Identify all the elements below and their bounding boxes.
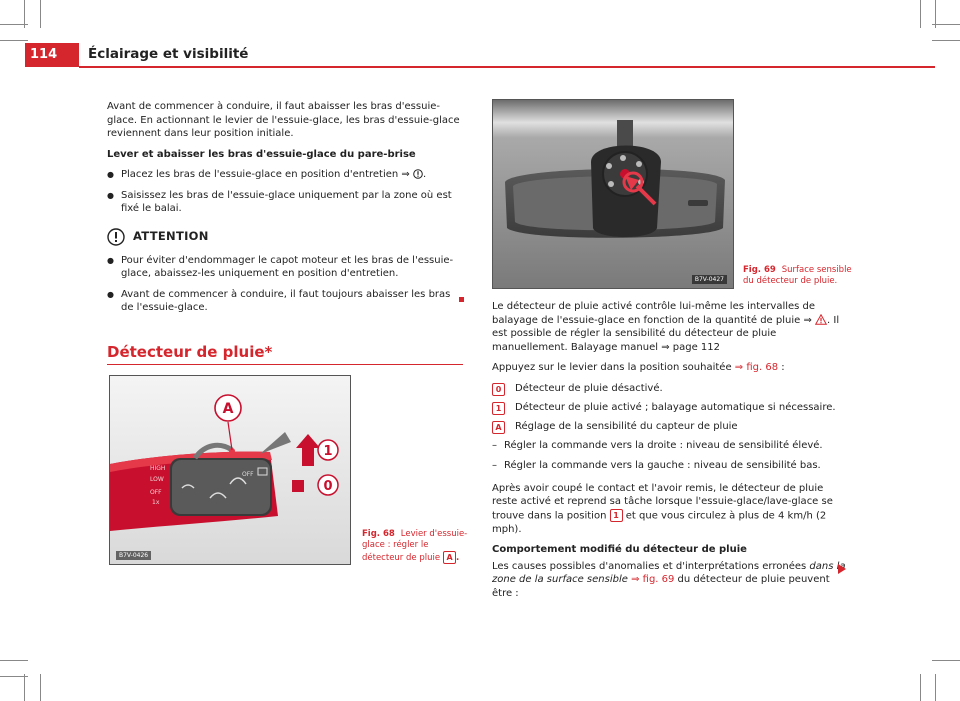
figure-code: B7V-0426	[116, 551, 151, 560]
list-item	[492, 382, 850, 396]
crop-mark	[932, 660, 960, 661]
list-item-text: Détecteur de pluie désactivé.	[515, 382, 663, 394]
rain-sensor-illustration	[493, 100, 733, 288]
warning-circle-icon	[413, 169, 423, 179]
lever-label-1x: 1x	[152, 499, 160, 506]
paragraph-text: Après avoir coupé le contact et l'avoir remis, le détecteur de pluie reste activé et reprend sa tâche lorsque l'essuie-glace/lave-glace se trouve dans la position	[492, 482, 833, 521]
crop-mark	[0, 24, 28, 25]
page-title: Éclairage et visibilité	[88, 46, 249, 62]
attention-bullet: ● Pour éviter d'endommager le capot moteur et les bras de l'essuie-glace, abaissez-les uniquement en position d'entretien.	[107, 254, 463, 281]
continue-arrow-icon	[838, 564, 846, 574]
subheading-wiper-arms: Lever et abaisser les bras d'essuie-glace du pare-brise	[107, 148, 416, 160]
list-item	[492, 420, 850, 434]
page-number: 114	[25, 43, 79, 67]
list-item-text: Détecteur de pluie activé ; balayage automatique si nécessaire.	[515, 401, 836, 413]
caption-prefix: Fig. 68	[362, 529, 395, 539]
crop-mark	[0, 660, 28, 661]
causes-paragraph	[492, 560, 850, 601]
warning-triangle-icon	[815, 314, 827, 325]
figure-wiper-lever	[109, 375, 351, 565]
left-column	[107, 100, 463, 322]
reactivation-paragraph	[492, 482, 850, 537]
bullet-text: Placez les bras de l'essuie-glace en position d'entretien ⇒	[121, 169, 410, 180]
caption-text: Surface sensible du détecteur de pluie.	[743, 265, 852, 286]
paragraph-text: :	[778, 362, 785, 373]
attention-heading	[107, 228, 463, 246]
header-rule	[79, 66, 935, 68]
subheading-behavior: Comportement modifié du détecteur de pluie	[492, 544, 747, 555]
tag-0: 0	[492, 383, 505, 396]
warning-circle-icon	[107, 228, 125, 246]
crop-mark	[920, 0, 921, 28]
bullet-item: ● Placez les bras de l'essuie-glace en position d'entretien ⇒ .	[107, 168, 463, 182]
lever-label-low: LOW	[150, 476, 164, 483]
crop-mark	[932, 40, 960, 41]
list-item	[492, 401, 850, 415]
figure-reference-link[interactable]: ⇒ fig. 68	[734, 362, 779, 373]
crop-mark	[0, 40, 28, 41]
lever-label-off: OFF	[150, 489, 162, 496]
attention-bullet: ● Avant de commencer à conduire, il faut toujours abaisser les bras de l'essuie-glace.	[107, 288, 463, 315]
crop-mark	[40, 0, 41, 28]
tag-A: A	[443, 551, 456, 564]
crop-mark	[40, 674, 41, 701]
crop-mark	[920, 674, 921, 701]
dash-item: – Régler la commande vers la gauche : niveau de sensibilité bas.	[492, 459, 850, 473]
paragraph-text: Les causes possibles d'anomalies et d'interprétations erronées	[492, 560, 810, 572]
tag-1: 1	[492, 402, 505, 415]
paragraph-emphasis: dans la zone de la surface sensible	[492, 560, 846, 585]
paragraph-text: et que vous circulez à plus de 4 km/h (2 mph).	[492, 510, 827, 535]
label-0: 0	[323, 479, 333, 494]
figure-code: B7V-0427	[692, 275, 727, 284]
tag-1: 1	[610, 509, 623, 522]
bullet-item: ● Saisissez les bras de l'essuie-glace uniquement par la zone où est fixé le balai.	[107, 189, 463, 216]
figure-69-caption	[743, 265, 853, 287]
label-1: 1	[323, 444, 333, 459]
caption-text: Levier d'essuie-glace : régler le détecteur de pluie	[362, 529, 468, 563]
figure-68-caption: Fig. 68 Levier d'essuie-glace : régler le détecteur de pluie A .	[362, 529, 468, 563]
lever-label-off2: OFF	[242, 471, 254, 478]
section-rule	[107, 364, 463, 365]
section-end-marker	[459, 297, 464, 302]
rain-sensor-paragraph	[492, 300, 850, 354]
list-item-text: Réglage de la sensibilité du capteur de pluie	[515, 420, 738, 432]
intro-paragraph: Avant de commencer à conduire, il faut abaisser les bras d'essuie-glace. En actionnant le levier de l'essuie-glace, les bras d'essuie-glace reviennent dans leur position initiale.	[107, 101, 460, 139]
dash-item: – Régler la commande vers la droite : niveau de sensibilité élevé.	[492, 439, 850, 453]
right-column	[492, 300, 850, 607]
lever-label-high: HIGH	[150, 465, 166, 472]
section-title: Détecteur de pluie*	[107, 343, 273, 361]
instruction-paragraph	[492, 361, 850, 375]
paragraph-text: du détecteur de pluie peuvent être :	[492, 574, 830, 599]
wiper-lever-illustration	[110, 376, 350, 564]
attention-title: ATTENTION	[133, 228, 209, 243]
caption-prefix: Fig. 69	[743, 265, 776, 275]
crop-mark	[0, 676, 28, 677]
crop-mark	[932, 24, 960, 25]
paragraph-text: Appuyez sur le levier dans la position souhaitée	[492, 362, 735, 373]
label-A: A	[222, 401, 234, 417]
crop-mark	[935, 674, 936, 701]
page-header	[0, 43, 960, 67]
figure-rain-sensor	[492, 99, 734, 289]
paragraph-text: . Il est possible de régler la sensibilité du détecteur de pluie manuellement. Balayage manuel ⇒ page 112	[492, 314, 840, 353]
tag-A: A	[492, 421, 505, 434]
figure-reference-link[interactable]: ⇒ fig. 69	[627, 574, 675, 585]
paragraph-text: Le détecteur de pluie activé contrôle lui-même les intervalles de balayage de l'essuie-glace en fonction de la quantité de pluie ⇒	[492, 301, 816, 326]
crop-mark	[24, 674, 25, 701]
